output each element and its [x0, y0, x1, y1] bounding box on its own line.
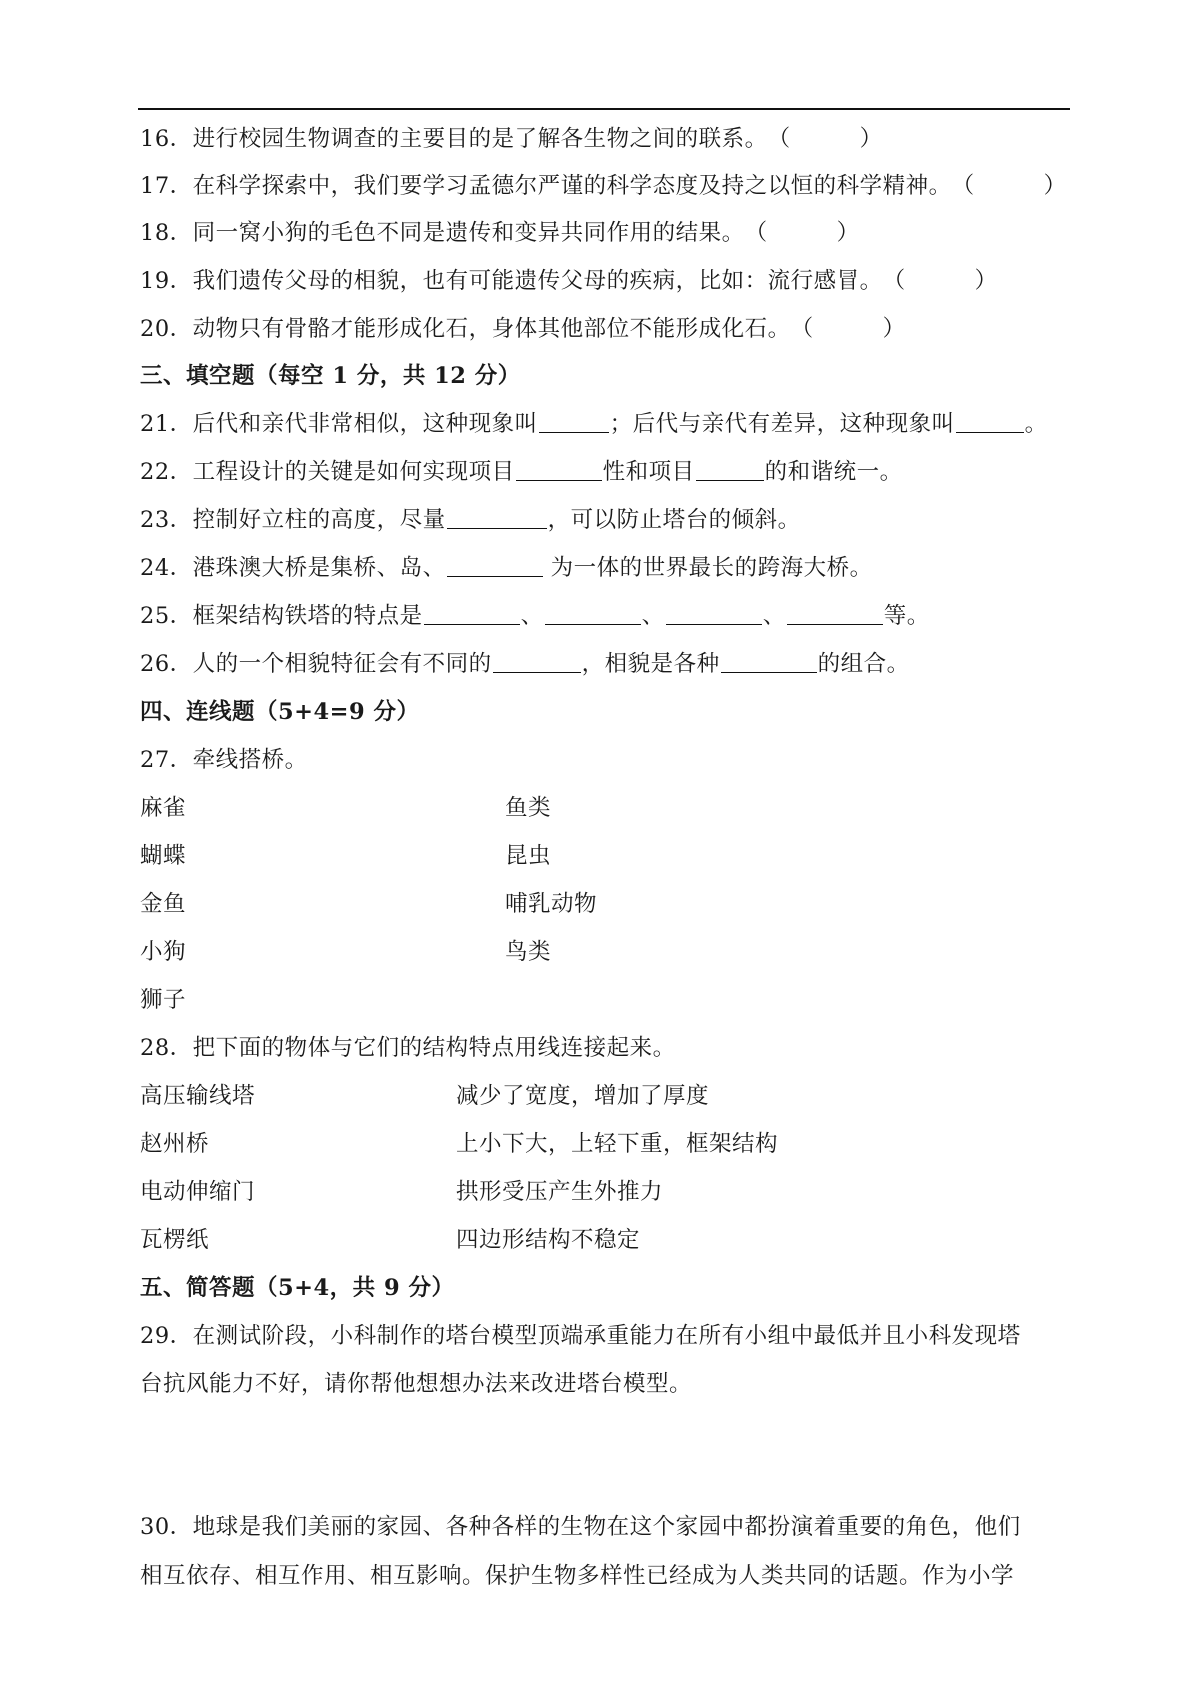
question-text: 。: [1024, 411, 1048, 437]
q27-left-item[interactable]: 麻雀: [140, 795, 187, 821]
q28-right-item[interactable]: 拱形受压产生外推力: [456, 1179, 664, 1205]
fill-blank[interactable]: [516, 458, 602, 481]
question-29-line-1: 29．在测试阶段，小科制作的塔台模型顶端承重能力在所有小组中最低并且小科发现塔: [140, 1323, 1021, 1349]
question-number: 16．: [140, 126, 193, 152]
section-5-title: 五、简答题（5+4，共 9 分）: [140, 1275, 455, 1301]
question-number: 22．: [140, 459, 193, 485]
fill-blank[interactable]: [447, 554, 543, 577]
q28-left-item[interactable]: 瓦楞纸: [140, 1227, 210, 1253]
question-text: 人的一个相貌特征会有不同的: [192, 651, 492, 677]
question-17: [140, 171, 1074, 201]
question-30-line-2: 相互依存、相互作用、相互影响。保护生物多样性已经成为人类共同的话题。作为小学: [140, 1563, 1015, 1589]
q28-right-item[interactable]: 上小下大，上轻下重，框架结构: [456, 1131, 779, 1157]
question-text: 性和项目: [602, 459, 695, 485]
answer-parentheses[interactable]: （ ）: [790, 316, 906, 342]
question-21: [140, 409, 1074, 439]
question-text: 等。: [883, 603, 930, 629]
q27-right-item[interactable]: 昆虫: [505, 843, 552, 869]
question-text: 我们遗传父母的相貌，也有可能遗传父母的疾病，比如：流行感冒。: [192, 268, 883, 294]
question-text: 港珠澳大桥是集桥、岛、: [192, 555, 446, 581]
question-23: [140, 505, 1074, 535]
section-4-title: 四、连线题（5+4=9 分）: [140, 699, 420, 725]
question-text: 为一体的世界最长的跨海大桥。: [550, 555, 873, 581]
question-20: [140, 314, 1074, 344]
fill-blank[interactable]: [721, 650, 817, 673]
question-text: 在科学探索中，我们要学习孟德尔严谨的科学态度及持之以恒的科学精神。: [192, 173, 952, 199]
question-number: 26．: [140, 651, 193, 677]
answer-parentheses[interactable]: （ ）: [951, 173, 1067, 199]
question-number: 18．: [140, 220, 193, 246]
fill-blank[interactable]: [539, 410, 609, 433]
question-number: 17．: [140, 173, 193, 199]
q28-left-item[interactable]: 电动伸缩门: [140, 1179, 256, 1205]
question-22: [140, 457, 1074, 487]
q27-right-item[interactable]: 鸟类: [505, 939, 552, 965]
question-18: [140, 218, 1074, 248]
q27-left-item[interactable]: 金鱼: [140, 891, 187, 917]
question-text: 动物只有骨骼才能形成化石，身体其他部位不能形成化石。: [192, 316, 791, 342]
question-text: 的和谐统一。: [764, 459, 903, 485]
question-28-title: 28．把下面的物体与它们的结构特点用线连接起来。: [140, 1035, 676, 1061]
fill-blank[interactable]: [696, 458, 764, 481]
question-number: 19．: [140, 268, 193, 294]
q28-left-item[interactable]: 高压输线塔: [140, 1083, 256, 1109]
question-text: 同一窝小狗的毛色不同是遗传和变异共同作用的结果。: [192, 220, 745, 246]
q28-left-item[interactable]: 赵州桥: [140, 1131, 210, 1157]
header-rule: [138, 108, 1070, 110]
answer-parentheses[interactable]: （ ）: [744, 220, 860, 246]
q27-left-item[interactable]: 小狗: [140, 939, 187, 965]
q27-left-item[interactable]: 狮子: [140, 987, 187, 1013]
question-19: [140, 266, 1074, 296]
fill-blank[interactable]: [447, 506, 547, 529]
question-30-line-1: 30．地球是我们美丽的家园、各种各样的生物在这个家园中都扮演着重要的角色，他们: [140, 1514, 1021, 1540]
question-number: 25．: [140, 603, 193, 629]
question-text: 的组合。: [817, 651, 910, 677]
fill-blank[interactable]: [666, 602, 762, 625]
q28-right-item[interactable]: 减少了宽度，增加了厚度: [456, 1083, 710, 1109]
question-number: 23．: [140, 507, 193, 533]
q28-right-item[interactable]: 四边形结构不稳定: [456, 1227, 641, 1253]
question-16: [140, 124, 1074, 154]
q27-left-item[interactable]: 蝴蝶: [140, 843, 187, 869]
fill-blank[interactable]: [545, 602, 641, 625]
answer-parentheses[interactable]: （ ）: [882, 268, 998, 294]
question-text: 后代和亲代非常相似，这种现象叫: [192, 411, 538, 437]
fill-blank[interactable]: [493, 650, 581, 673]
section-3-title: 三、填空题（每空 1 分，共 12 分）: [140, 363, 521, 389]
separator: 、: [641, 603, 665, 629]
question-text: 框架结构铁塔的特点是: [192, 603, 423, 629]
question-26: [140, 649, 1074, 679]
question-number: 21．: [140, 411, 193, 437]
fill-blank[interactable]: [424, 602, 520, 625]
question-24: [140, 553, 1074, 583]
question-text: ，相貌是各种: [581, 651, 720, 677]
question-text: 控制好立柱的高度，尽量: [192, 507, 446, 533]
q27-right-item[interactable]: 哺乳动物: [505, 891, 598, 917]
q27-right-item[interactable]: 鱼类: [505, 795, 552, 821]
question-27-title: 27．牵线搭桥。: [140, 747, 308, 773]
question-number: 20．: [140, 316, 193, 342]
question-25: [140, 601, 1074, 631]
question-number: 24．: [140, 555, 193, 581]
separator: 、: [520, 603, 544, 629]
question-29-line-2: 台抗风能力不好，请你帮他想想办法来改进塔台模型。: [140, 1371, 693, 1397]
fill-blank[interactable]: [787, 602, 883, 625]
question-text: 进行校园生物调查的主要目的是了解各生物之间的联系。: [192, 126, 768, 152]
question-text: 工程设计的关键是如何实现项目: [192, 459, 515, 485]
question-text: ；后代与亲代有差异，这种现象叫: [609, 411, 955, 437]
separator: 、: [762, 603, 786, 629]
answer-parentheses[interactable]: （ ）: [767, 126, 883, 152]
fill-blank[interactable]: [956, 410, 1024, 433]
question-text: ，可以防止塔台的倾斜。: [547, 507, 801, 533]
